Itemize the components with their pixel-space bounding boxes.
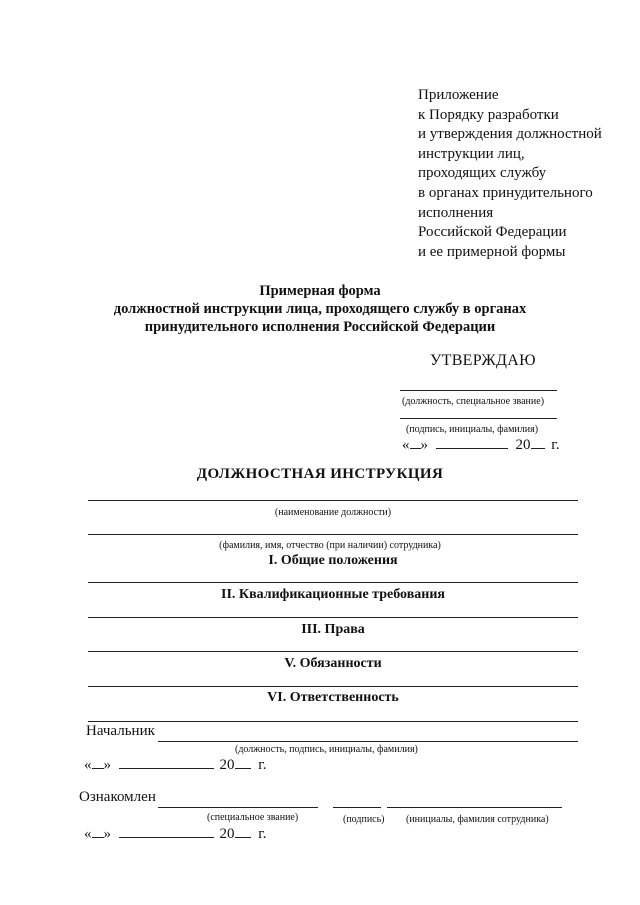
acquainted-name-line[interactable] xyxy=(387,807,562,808)
approval-heading: УТВЕРЖДАЮ xyxy=(430,352,536,369)
month-field[interactable] xyxy=(119,756,214,769)
chief-caption: (должность, подпись, инициалы, фамилия) xyxy=(235,744,418,755)
year-field[interactable] xyxy=(531,436,545,449)
appendix-block xyxy=(418,86,602,262)
acquainted-signature-line[interactable] xyxy=(333,807,381,808)
quote-close: » xyxy=(103,826,111,842)
section-responsibility-line[interactable] xyxy=(88,721,578,722)
appendix-line: Приложение xyxy=(418,87,499,103)
year-field[interactable] xyxy=(235,825,251,838)
section-rights-line[interactable] xyxy=(88,651,578,652)
instruction-title: ДОЛЖНОСТНАЯ ИНСТРУКЦИЯ xyxy=(196,466,444,482)
approval-position-caption: (должность, специальное звание) xyxy=(402,396,545,407)
section-qualification-line[interactable] xyxy=(88,617,578,618)
position-name-caption: (наименование должности) xyxy=(274,507,392,518)
approval-date xyxy=(402,436,559,454)
form-title-line: принудительного исполнения Российской Федерации xyxy=(144,319,496,335)
approval-signature-line[interactable] xyxy=(400,418,557,419)
quote-close: » xyxy=(420,437,428,453)
year-field[interactable] xyxy=(235,756,251,769)
employee-name-line[interactable] xyxy=(88,534,578,535)
chief-label: Начальник xyxy=(86,723,155,739)
appendix-line: инструкции лиц, xyxy=(418,145,525,162)
day-field[interactable] xyxy=(410,436,421,449)
year-prefix: 20 xyxy=(515,437,531,453)
year-suffix: г. xyxy=(258,757,267,773)
approval-signature-caption: (подпись, инициалы, фамилия) xyxy=(406,424,539,435)
section-general-line[interactable] xyxy=(88,582,578,583)
form-title xyxy=(0,282,640,336)
year-suffix: г. xyxy=(551,437,560,453)
section-rights: III. Права xyxy=(301,622,365,637)
appendix-line: и утверждения должностной xyxy=(418,126,602,143)
section-duties: V. Обязанности xyxy=(284,656,382,671)
appendix-line: и ее примерной формы xyxy=(418,243,566,260)
quote-open: « xyxy=(84,757,92,773)
approval-position-line[interactable] xyxy=(400,390,557,391)
position-name-line[interactable] xyxy=(88,500,578,501)
quote-open: « xyxy=(84,826,92,842)
section-general: I. Общие положения xyxy=(268,553,398,568)
year-prefix: 20 xyxy=(219,757,235,773)
day-field[interactable] xyxy=(92,825,104,838)
quote-close: » xyxy=(103,757,111,773)
acquainted-rank-caption: (специальное звание) xyxy=(207,812,299,823)
form-title-line: Примерная форма xyxy=(259,283,381,299)
acquainted-label: Ознакомлен xyxy=(79,789,156,805)
quote-open: « xyxy=(402,437,410,453)
section-duties-line[interactable] xyxy=(88,686,578,687)
appendix-line: Российской Федерации xyxy=(418,224,567,241)
chief-line[interactable] xyxy=(158,741,578,742)
section-responsibility: VI. Ответственность xyxy=(267,690,399,705)
acquainted-date xyxy=(84,825,266,843)
appendix-line: к Порядку разработки xyxy=(418,106,559,123)
day-field[interactable] xyxy=(92,756,104,769)
form-title-line: должностной инструкции лица, проходящего службу в органах xyxy=(113,301,527,317)
acquainted-name-caption: (инициалы, фамилия сотрудника) xyxy=(406,814,549,825)
month-field[interactable] xyxy=(436,436,508,449)
year-prefix: 20 xyxy=(219,826,235,842)
appendix-line: проходящих службу xyxy=(418,165,547,182)
month-field[interactable] xyxy=(119,825,214,838)
year-suffix: г. xyxy=(258,826,267,842)
acquainted-rank-line[interactable] xyxy=(158,807,318,808)
acquainted-signature-caption: (подпись) xyxy=(343,814,385,825)
appendix-line: в органах принудительного xyxy=(418,184,593,201)
section-qualification: II. Квалификационные требования xyxy=(221,587,445,602)
chief-date xyxy=(84,756,266,774)
appendix-line: исполнения xyxy=(418,204,494,221)
employee-name-caption: (фамилия, имя, отчество (при наличии) сотрудника) xyxy=(219,540,441,551)
